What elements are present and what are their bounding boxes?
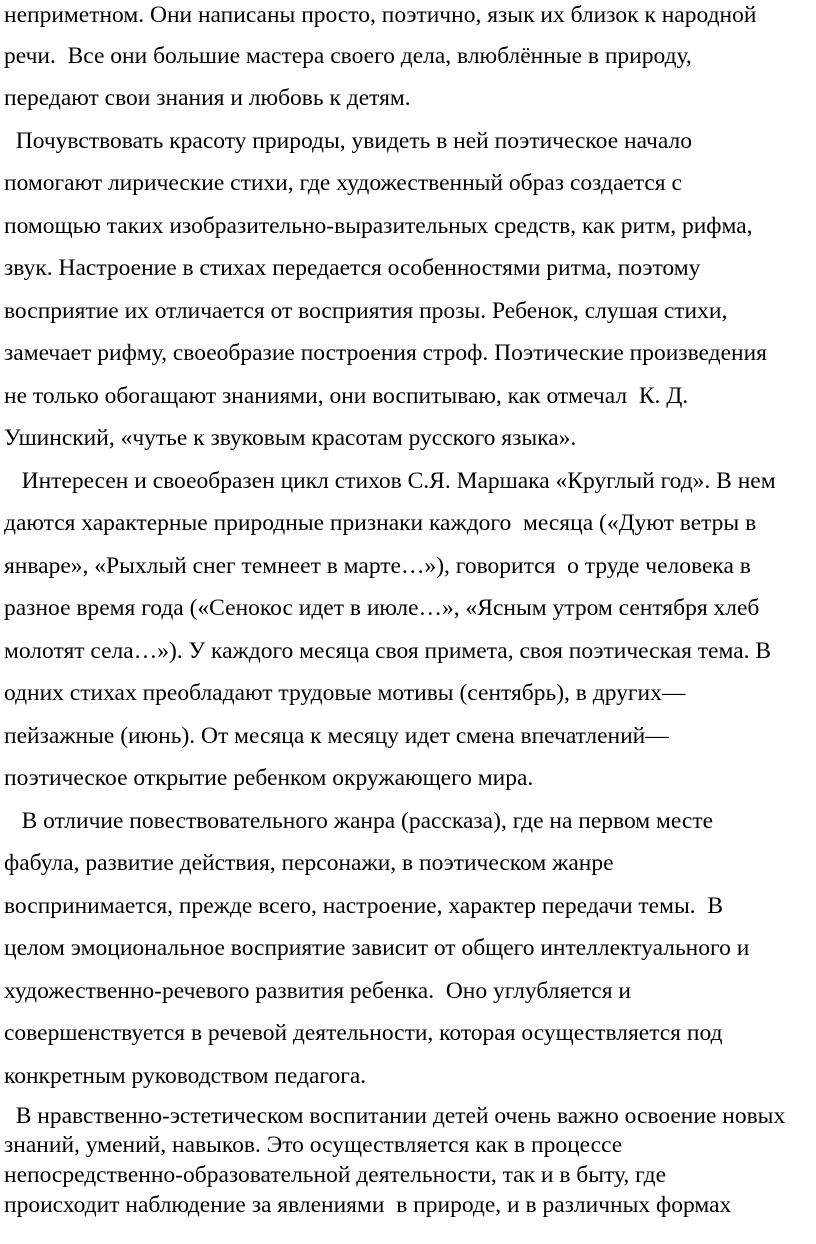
text-line: конкретным руководством педагога. — [4, 1063, 367, 1089]
text-line: происходит наблюдение за явлениями в природе, и в различных формах — [4, 1192, 732, 1218]
text-line: одних стихах преобладают трудовые мотивы (сентябрь), в других— — [4, 680, 686, 706]
text-line: воспринимается, прежде всего, настроение, характер передачи темы. В — [4, 893, 724, 919]
text-line: помогают лирические стихи, где художественный образ создается с — [4, 170, 682, 196]
text-line: Ушинский, «чутье к звуковым красотам русского языка». — [4, 425, 577, 451]
text-line: передают свои знания и любовь к детям. — [4, 85, 411, 111]
text-line: В нравственно-эстетическом воспитании детей очень важно освоение новых — [4, 1103, 786, 1129]
text-line: фабула, развитие действия, персонажи, в поэтическом жанре — [4, 850, 614, 876]
text-line: помощью таких изобразительно-выразительных средств, как ритм, рифма, — [4, 213, 753, 239]
text-line: целом эмоциональное восприятие зависит от общего интеллектуального и — [4, 935, 750, 961]
text-line: неприметном. Они написаны просто, поэтично, язык их близок к народной — [4, 2, 757, 28]
text-line: пейзажные (июнь). От месяца к месяцу идет смена впечатлений— — [4, 723, 669, 749]
text-line: речи. Все они большие мастера своего дела, влюблённые в природу, — [4, 43, 692, 69]
text-line: январе», «Рыхлый снег темнеет в марте…»), говорится о труде человека в — [4, 553, 751, 579]
text-line: непосредственно-образовательной деятельности, так и в быту, где — [4, 1162, 666, 1188]
text-line: звук. Настроение в стихах передается особенностями ритма, поэтому — [4, 255, 701, 281]
text-line: замечает рифму, своеобразие построения строф. Поэтические произведения — [4, 340, 767, 366]
text-line: знаний, умений, навыков. Это осуществляется как в процессе — [4, 1132, 623, 1158]
text-line: Интересен и своеобразен цикл стихов С.Я. Маршака «Круглый год». В нем — [4, 468, 776, 494]
text-line: художественно-речевого развития ребенка. Оно углубляется и — [4, 978, 631, 1004]
text-line: В отличие повествовательного жанра (рассказа), где на первом месте — [4, 808, 714, 834]
text-line: совершенствуется в речевой деятельности, которая осуществляется под — [4, 1020, 723, 1046]
text-line: не только обогащают знаниями, они воспитываю, как отмечал К. Д. — [4, 383, 689, 409]
text-line: даются характерные природные признаки каждого месяца («Дуют ветры в — [4, 510, 757, 536]
text-line: поэтическое открытие ребенком окружающего мира. — [4, 765, 534, 791]
text-line: молотят села…»). У каждого месяца своя примета, своя поэтическая тема. В — [4, 638, 772, 664]
text-line: разное время года («Сенокос идет в июле…», «Ясным утром сентября хлеб — [4, 595, 760, 621]
text-line: Почувствовать красоту природы, увидеть в ней поэтическое начало — [4, 128, 692, 154]
text-line: восприятие их отличается от восприятия прозы. Ребенок, слушая стихи, — [4, 298, 728, 324]
